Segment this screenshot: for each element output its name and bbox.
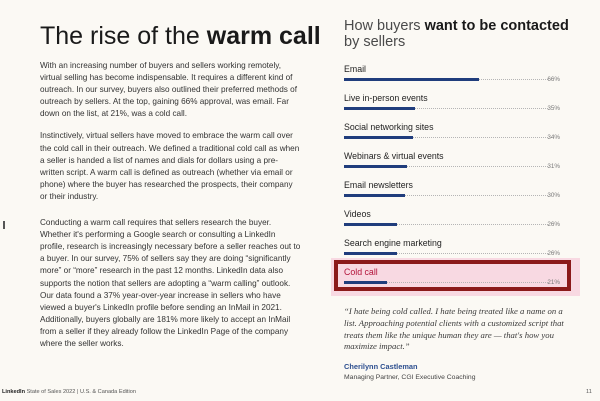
value-label: 35%: [547, 105, 560, 112]
quote-author: Cherilynn Castleman: [344, 362, 418, 371]
bar-email: [344, 78, 479, 81]
chart-title-suffix: by sellers: [344, 34, 406, 50]
category-label: Social networking sites: [344, 122, 434, 132]
chart-row-live-events: [344, 93, 560, 123]
chart-title: [344, 18, 584, 50]
body-paragraph-1: With an increasing number of buyers and sellers working remotely, virtual selling has become indispensable. It requires a different kind of outreach. In our survey, buyers also outlined their preferred methods of outreach by sellers. At the top, gaining 66% approval, was email. Far down on the list, at 21%, was a cold call.: [40, 61, 297, 119]
page-number: 11: [586, 389, 592, 395]
value-label: 31%: [547, 163, 560, 170]
bar-social-networking: [344, 136, 413, 139]
page-title-prefix: The rise of the: [40, 22, 200, 50]
value-label: 30%: [547, 192, 560, 199]
chart-row-email-newsletters: [344, 180, 560, 210]
body-text: [40, 60, 302, 360]
body-paragraph-2: Instinctively, virtual sellers have moved to embrace the warm call over the cold call in their outreach. We defined a traditional cold call as when a seller is handed a list of names and dials for dollars using a pre-written script. A warm call is defined as outreach (whether via email or phone) where the buyer has researched the prospects, their company or their industry.: [40, 131, 300, 201]
page-title-bold: warm call: [206, 22, 321, 50]
margin-marker: [3, 221, 5, 229]
category-label: Webinars & virtual events: [344, 151, 444, 161]
value-label: 34%: [547, 134, 560, 141]
chart-row-email: [344, 64, 560, 94]
value-label: 26%: [547, 250, 560, 257]
chart-row-webinars: [344, 151, 560, 181]
value-label: 26%: [547, 221, 560, 228]
quote-author-role: Managing Partner, CGI Executive Coaching: [344, 374, 476, 381]
category-label: Email: [344, 64, 366, 74]
footer-separator: |: [76, 389, 79, 395]
chart-row-videos: [344, 209, 560, 239]
cold-call-highlight-box: [334, 260, 571, 291]
footer: [2, 389, 136, 395]
category-label: Live in-person events: [344, 93, 428, 103]
value-label: 66%: [547, 76, 560, 83]
category-label: Email newsletters: [344, 180, 413, 190]
value-label: 21%: [547, 279, 560, 286]
bar-webinars: [344, 165, 407, 168]
bar-search-engine: [344, 252, 397, 255]
chart-title-bold: want to be contacted: [424, 18, 569, 34]
chart-title-prefix: How buyers: [344, 18, 421, 34]
bar-email-newsletters: [344, 194, 405, 197]
bar-videos: [344, 223, 397, 226]
page-title: [40, 22, 321, 51]
body-paragraph-3: Conducting a warm call requires that sellers research the buyer. Whether it's performing a Google search or consulting a LinkedIn profile, research is increasingly necessary before a seller reaches out to a buyer. In our survey, 75% of sellers say they are doing “significantly more” or “more” research in the past 12 months. LinkedIn data also supports the notion that sellers are adopting a “warm calling” outlook. Our data found a 37% year-over-year increase in sellers who have viewed a buyer's LinkedIn profile before sending an InMail in 2021. Additionally, buyers globally are 181% more likely to accept an InMail from a seller if they already follow the LinkedIn Page of the company where the seller works.: [40, 218, 301, 348]
category-label: Videos: [344, 209, 371, 219]
footer-brand: LinkedIn: [2, 389, 25, 395]
footer-report: State of Sales 2022: [26, 389, 76, 395]
chart-row-social-networking: [344, 122, 560, 152]
footer-edition: U.S. & Canada Edition: [79, 389, 136, 395]
category-label: Cold call: [344, 267, 378, 277]
category-label: Search engine marketing: [344, 238, 442, 248]
bar-live-events: [344, 107, 415, 110]
quote-text: “I hate being cold called. I hate being treated like a name on a list. Approaching potential clients with a customized script that treats them like the unique human they are — that's how you maximize impact.”: [344, 306, 564, 352]
